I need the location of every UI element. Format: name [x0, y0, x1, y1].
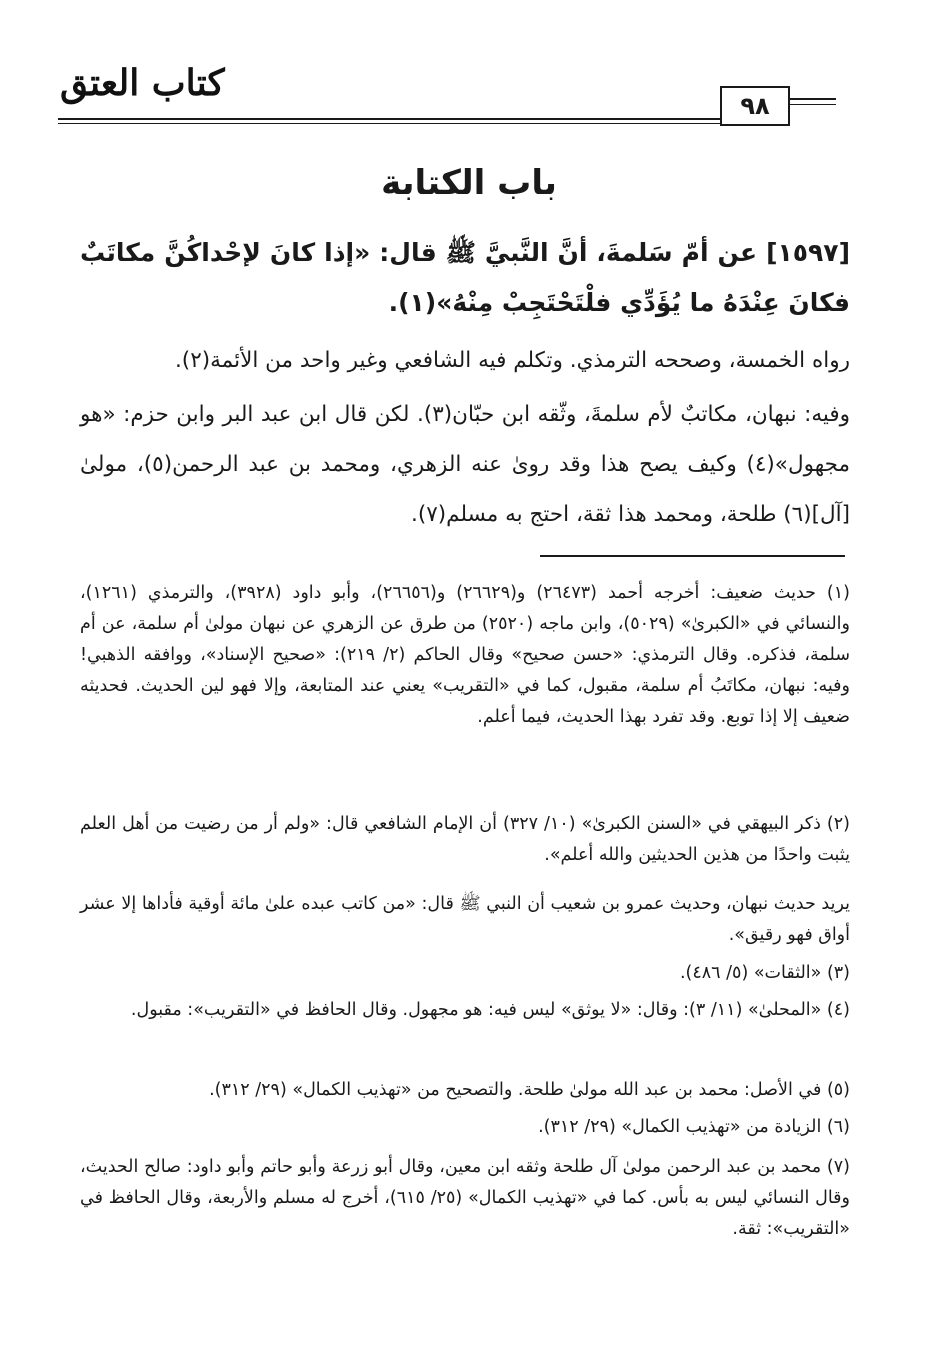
commentary-paragraph-2: وفيه: نبهان، مكاتبٌ لأم سلمةَ، وثّقه ابن حبّان(٣). لكن قال ابن عبد البر وابن حزم: «هو مجهول»(٤) وكيف يصح هذا وقد روىٰ عنه الزهري، ومحمد بن عبد الرحمن(٥)، مولىٰ [آل](٦) طلحة، ومحمد هذا ثقة، احتج به مسلم(٧).: [80, 402, 851, 527]
page-number: ٩٨: [720, 86, 790, 126]
commentary-paragraph-1: رواه الخمسة، وصححه الترمذي. وتكلم فيه الشافعي وغير واحد من الأئمة(٢).: [174, 348, 850, 373]
footnote-7: (٧) محمد بن عبد الرحمن مولىٰ آل طلحة وثقه ابن معين، وقال أبو زرعة وأبو حاتم وأبو داود: صالح الحديث، وقال النسائي ليس به بأس. كما في «تهذيب الكمال» (٢٥/ ٦١٥)، أخرج له مسلم والأربعة، وقال الحافظ في «التقريب»: ثقة.: [80, 1157, 851, 1239]
header-rule-right-1: [788, 98, 836, 100]
header-rule-bottom: [58, 123, 720, 124]
hadith-paragraph: [80, 228, 850, 328]
book-title: كتاب العتق: [60, 62, 225, 104]
header-rule-top: [58, 118, 720, 120]
footnote-1: (١) حديث ضعيف: أخرجه أحمد (٢٦٤٧٣) و(٢٦٦٢٩) و(٢٦٦٥٦)، وأبو داود (٣٩٢٨)، والترمذي (١٢٦١)، والنسائي في «الكبرىٰ» (٥٠٢٩)، وابن ماجه (٢٥٢٠) من طرق عن الزهري عن نبهان مولىٰ أم سلمة، عن أم سلمة، فذكره. وقال الترمذي: «حسن صحيح» وقال الحاكم (٢/ ٢١٩): «صحيح الإسناد»، ووافقه الذهبي! وفيه: نبهان، مكاتَبُ أم سلمة، مقبول، كما في «التقريب» يعني عند المتابعة، وإلا فهو لين الحديث. فحديثه ضعيف إلا إذا توبع. وقد تفرد بهذا الحديث، فيما أعلم.: [80, 583, 850, 727]
footnote-3: (٣) «الثقات» (٥/ ٤٨٦).: [679, 963, 850, 983]
footnote-2: (٢) ذكر البيهقي في «السنن الكبرىٰ» (١٠/ ٣٢٧) أن الإمام الشافعي قال: «ولم أر من رضيت من أهل العلم يثبت واحدًا من هذين الحديثين والله أعلم».: [80, 814, 850, 865]
footnote-4: (٤) «المحلىٰ» (١١/ ٣): وقال: «لا يوثق» ليس فيه: هو مجهول. وقال الحافظ في «التقريب»: مقبول.: [130, 1000, 850, 1020]
footnote-5: (٥) في الأصل: محمد بن عبد الله مولىٰ طلحة. والتصحيح من «تهذيب الكمال» (٢٩/ ٣١٢).: [209, 1080, 850, 1100]
footnote-2-continuation: يريد حديث نبهان، وحديث عمرو بن شعيب أن النبي ﷺ قال: «من كاتب عبده علىٰ مائة أوقية فأداها إلا عشر أواق فهو رقيق».: [80, 894, 850, 945]
header-rule-right-2: [788, 104, 836, 105]
footnote-6: (٦) الزيادة من «تهذيب الكمال» (٢٩/ ٣١٢).: [538, 1117, 850, 1137]
hadith-text: عن أمّ سَلمةَ، أنَّ النَّبيَّ ﷺ قال: «إذا كانَ لإحْداكُنَّ مكاتَبٌ فكانَ عِنْدَهُ ما يُؤَدِّي فلْتَحْتَجِبْ مِنْهُ»(١).: [80, 238, 850, 317]
chapter-title: باب الكتابة: [381, 163, 557, 203]
hadith-number: [١٥٩٧]: [766, 238, 850, 267]
footnote-separator: [540, 555, 845, 557]
